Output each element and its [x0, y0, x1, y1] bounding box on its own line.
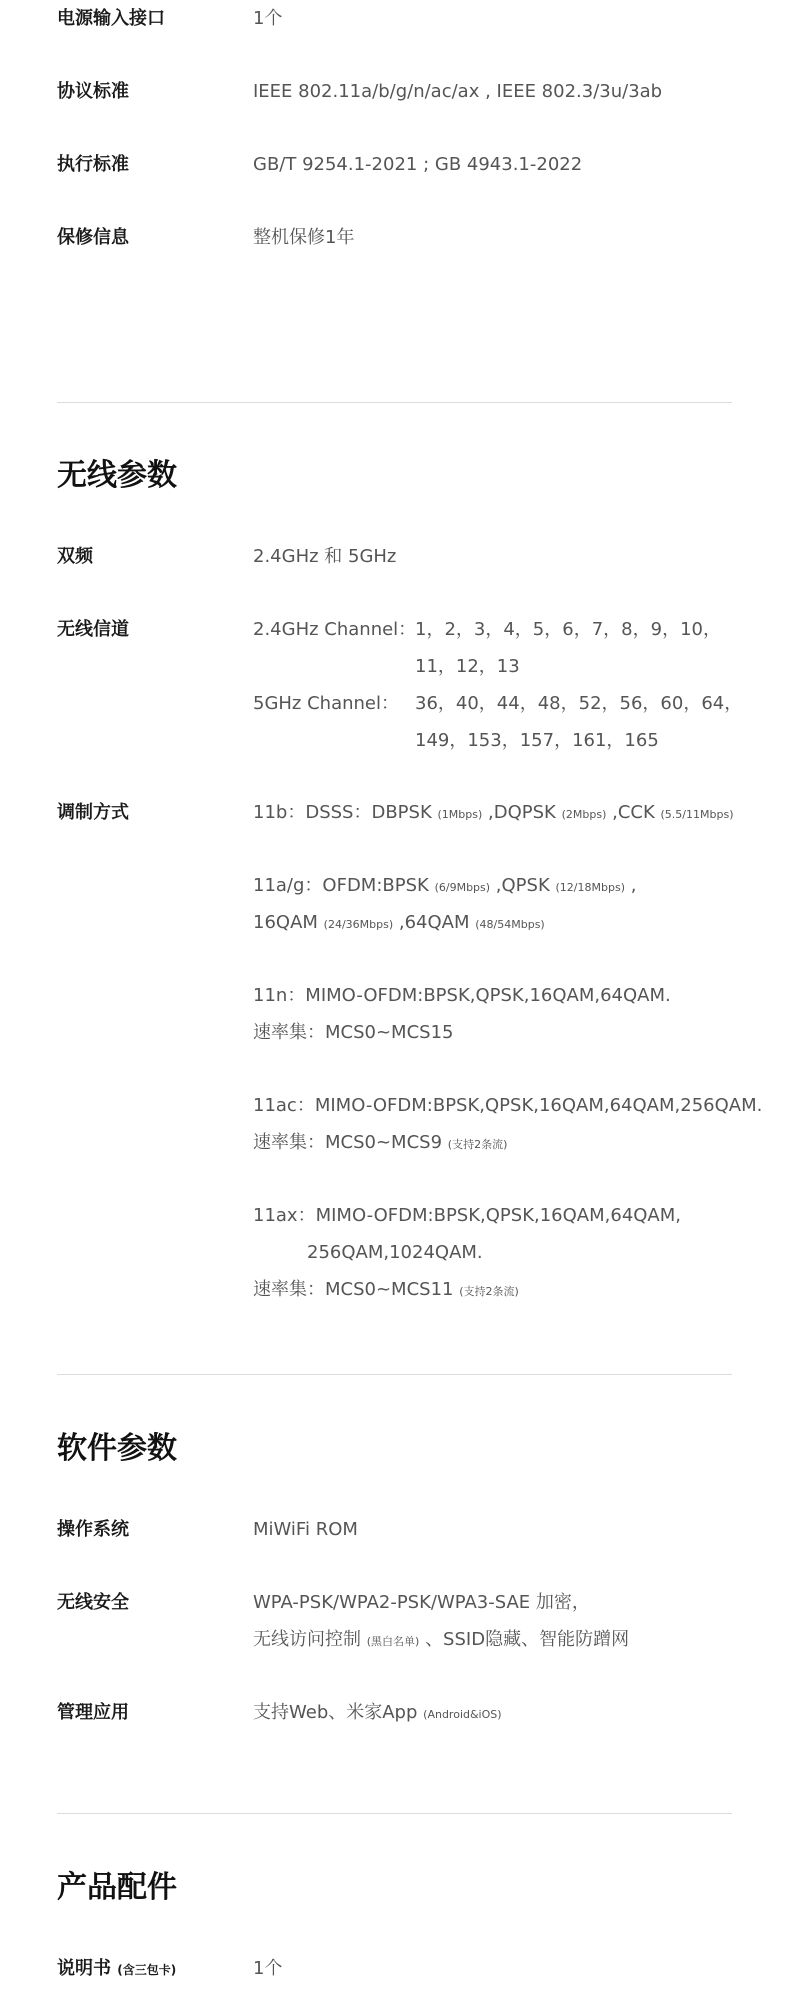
apps-platforms: (Android&iOS) — [423, 1708, 502, 1721]
modulation-11ax-line1: 11ax：MIMO-OFDM:BPSK,QPSK,16QAM,64QAM, — [253, 1205, 682, 1226]
channel-5-prefix: 5GHz Channel： — [253, 693, 400, 714]
channel-5-values-cont: 149，153，157，161，165 — [415, 730, 659, 751]
modulation-11ag-line2 — [253, 908, 545, 940]
spec-row-security — [57, 1588, 733, 1658]
mod-text: ,CCK — [612, 802, 655, 823]
spec-row-protocol — [57, 77, 733, 107]
modulation-11ax-line3 — [253, 1275, 519, 1307]
channel-24-prefix: 2.4GHz Channel： — [253, 619, 417, 640]
mod-rate: (24/36Mbps) — [323, 918, 394, 931]
mod-text: ,QPSK — [495, 875, 550, 896]
modulation-11ag-line1 — [253, 871, 636, 903]
modulation-11ax-line2: 256QAM,1024QAM. — [307, 1242, 483, 1263]
mod-text: ,64QAM — [398, 912, 470, 933]
manual-label-note: (含三包卡) — [117, 1963, 177, 1977]
modulation-11b — [253, 798, 733, 830]
spec-label: 双频 — [57, 546, 93, 567]
spec-row-os — [57, 1515, 733, 1545]
mod-rate: (5.5/11Mbps) — [660, 808, 734, 821]
spec-label: 电源输入接口 — [57, 8, 165, 29]
spec-value: IEEE 802.11a/b/g/n/ac/ax , IEEE 802.3/3u/3ab — [253, 81, 663, 102]
spec-label: 操作系统 — [57, 1519, 129, 1540]
mod-rate: (2Mbps) — [561, 808, 607, 821]
mod-text: , — [630, 875, 637, 896]
spec-label: 协议标准 — [57, 81, 129, 102]
spec-value: 1个 — [253, 8, 283, 29]
spec-label: 保修信息 — [57, 227, 129, 248]
section-divider — [57, 1813, 732, 1814]
mod-text: 速率集：MCS0~MCS11 — [253, 1279, 454, 1300]
spec-label: 无线安全 — [57, 1592, 129, 1613]
spec-value: 整机保修1年 — [253, 227, 355, 248]
spec-row-channel — [57, 615, 743, 755]
modulation-11n-line2: 速率集：MCS0~MCS15 — [253, 1022, 454, 1043]
mod-note: (支持2条流) — [447, 1138, 508, 1151]
security-text: 无线访问控制 — [253, 1629, 361, 1650]
section-divider — [57, 402, 732, 403]
apps-text: 支持Web、米家App — [253, 1702, 418, 1723]
section-title-accessories: 产品配件 — [57, 1870, 177, 1905]
mod-text: 11b：DSSS：DBPSK — [253, 802, 432, 823]
spec-row-standard — [57, 150, 733, 180]
spec-label: 无线信道 — [57, 619, 129, 640]
spec-row-warranty — [57, 223, 733, 253]
security-text: 、SSID隐藏、智能防蹭网 — [425, 1629, 630, 1650]
spec-row-modulation — [57, 798, 763, 1318]
spec-row-apps — [57, 1698, 733, 1728]
spec-label: 管理应用 — [57, 1702, 129, 1723]
spec-value: 1个 — [253, 1958, 283, 1979]
mod-note: (支持2条流) — [459, 1285, 519, 1298]
manual-label: 说明书 — [57, 1958, 111, 1979]
spec-row-power — [57, 4, 733, 34]
section-divider — [57, 1374, 732, 1375]
spec-label: 执行标准 — [57, 154, 129, 175]
mod-text: 11a/g：OFDM:BPSK — [253, 875, 429, 896]
modulation-11n-line1: 11n：MIMO-OFDM:BPSK,QPSK,16QAM,64QAM. — [253, 985, 671, 1006]
spec-row-manual — [57, 1954, 733, 1984]
section-title-software: 软件参数 — [57, 1431, 177, 1466]
channel-5-values: 36，40，44，48，52，56，60，64， — [415, 693, 743, 714]
spec-row-dual-band — [57, 542, 733, 572]
spec-label — [57, 1954, 176, 1985]
mod-rate: (12/18Mbps) — [555, 881, 625, 894]
mod-rate: (6/9Mbps) — [434, 881, 491, 894]
mod-text: ,DQPSK — [488, 802, 556, 823]
mod-rate: (1Mbps) — [437, 808, 483, 821]
spec-value: GB/T 9254.1-2021 ; GB 4943.1-2022 — [253, 154, 583, 175]
security-line1: WPA-PSK/WPA2-PSK/WPA3-SAE 加密， — [253, 1592, 590, 1613]
spec-label: 调制方式 — [57, 802, 129, 823]
security-line2 — [253, 1625, 629, 1657]
section-title-wireless: 无线参数 — [57, 458, 177, 493]
spec-value: MiWiFi ROM — [253, 1519, 358, 1540]
mod-rate: (48/54Mbps) — [475, 918, 545, 931]
modulation-11ac-line2 — [253, 1128, 507, 1160]
mod-text: 16QAM — [253, 912, 318, 933]
spec-value — [253, 1698, 502, 1730]
mod-text: 速率集：MCS0~MCS9 — [253, 1132, 443, 1153]
spec-value: 2.4GHz 和 5GHz — [253, 546, 397, 567]
modulation-11ac-line1: 11ac：MIMO-OFDM:BPSK,QPSK,16QAM,64QAM,256QAM. — [253, 1095, 763, 1116]
security-note: (黑白名单) — [366, 1635, 420, 1648]
channel-24-values: 1，2，3，4，5，6，7，8，9，10， — [415, 619, 721, 640]
channel-24-values-cont: 11，12，13 — [415, 656, 520, 677]
